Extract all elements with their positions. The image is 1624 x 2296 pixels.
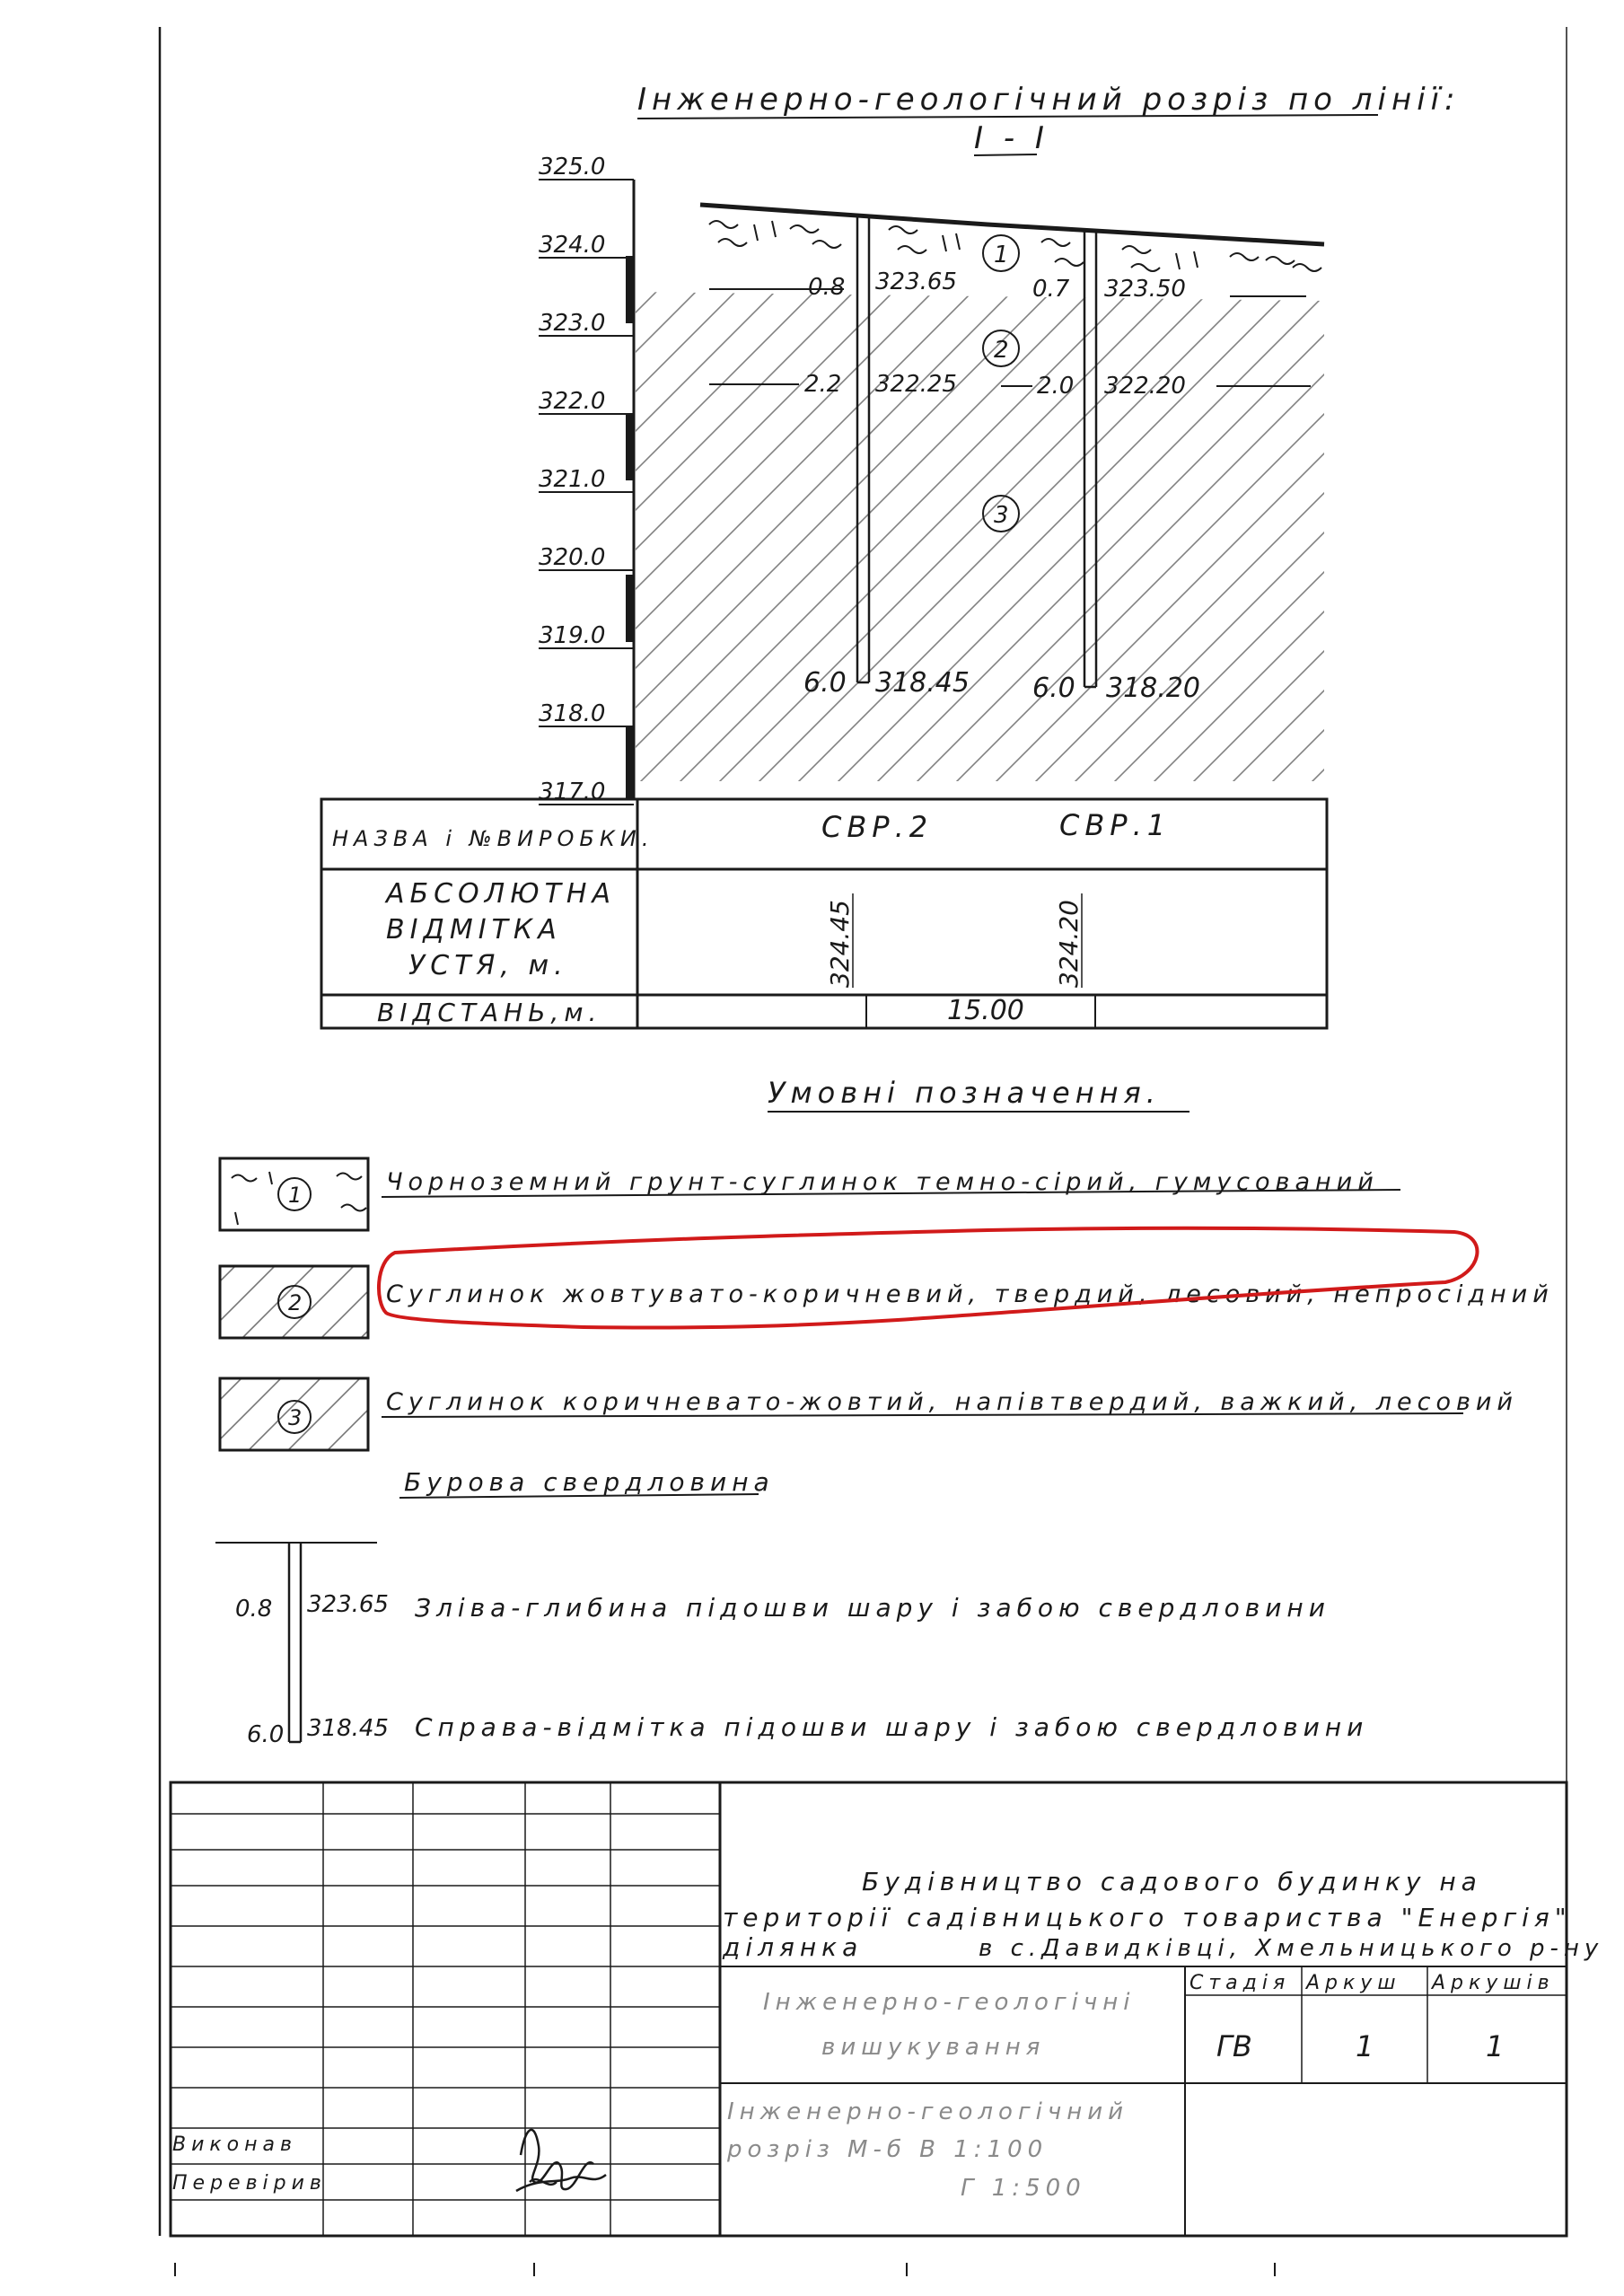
section-table xyxy=(321,799,1327,1028)
binder-marks xyxy=(175,2263,1275,2276)
scale-bar-black-3 xyxy=(626,575,635,642)
svr1-mid-mark: 322.20 xyxy=(1104,373,1186,400)
borehole-legend-title: Бурова свердловина xyxy=(404,1467,775,1497)
svg-text:2: 2 xyxy=(994,337,1009,364)
scale-tick-label: 323.0 xyxy=(539,310,606,337)
bh-legend-mark-top: 323.65 xyxy=(307,1591,389,1618)
legend-title: Умовні позначення. xyxy=(768,1076,1161,1110)
svg-text:2: 2 xyxy=(288,1290,303,1315)
layer-2-region xyxy=(636,292,1324,377)
scale-tick-label: 322.0 xyxy=(539,388,606,415)
section-title: Інженерно-геологічний розріз по лінії: xyxy=(637,82,1461,118)
svr1-top-mark: 323.50 xyxy=(1104,276,1186,303)
legend-item-1 xyxy=(220,1158,1400,1230)
signature xyxy=(516,2130,606,2191)
table-svr2-name: СВР.2 xyxy=(821,810,934,844)
svr2-top-depth: 0.8 xyxy=(808,274,846,301)
bh-legend-depth-bottom: 6.0 xyxy=(247,1721,285,1748)
checked-label: Перевірив xyxy=(172,2172,327,2195)
svg-text:1: 1 xyxy=(288,1183,303,1208)
svg-text:3: 3 xyxy=(994,502,1009,529)
table-row2-label-2: ВІДМІТКА xyxy=(386,914,562,946)
legend-item-1-text: Чорноземний грунт-суглинок темно-сірий, гумусований xyxy=(386,1168,1379,1196)
stage-value: ГВ xyxy=(1216,2029,1252,2063)
svr2-mid-depth: 2.2 xyxy=(804,371,842,398)
work-line-1: Інженерно-геологічні xyxy=(763,1989,1136,2016)
bh-legend-left-text: Зліва-глибина підошви шару і забою свердловини xyxy=(415,1593,1330,1623)
drawing-line-3: Г 1:500 xyxy=(961,2175,1086,2202)
svr2-bottom-depth: 6.0 xyxy=(803,667,847,699)
layer-3-region xyxy=(636,377,1324,781)
legend-item-3 xyxy=(220,1378,1518,1450)
col-sheet: Аркуш xyxy=(1306,1972,1401,1994)
table-row1-label: НАЗВА і №ВИРОБКИ. xyxy=(332,826,654,851)
legend-item-2 xyxy=(220,1228,1554,1338)
bh-legend-right-text: Справа-відмітка підошви шару і забою свердловини xyxy=(415,1712,1369,1742)
bh-legend-depth-top: 0.8 xyxy=(235,1596,273,1623)
table-distance: 15.00 xyxy=(947,995,1024,1026)
legend-item-2-text: Суглинок жовтувато-коричневий, твердий, лесовий, непросідний xyxy=(386,1280,1554,1308)
table-svr2-mark: 324.45 xyxy=(825,900,855,988)
project-line-1: Будівництво садового будинку на xyxy=(862,1867,1482,1896)
svr1-bottom-depth: 6.0 xyxy=(1032,673,1075,704)
scale-tick-label: 324.0 xyxy=(539,232,606,259)
scale-bar-black-4 xyxy=(626,727,635,799)
svr1-bottom-mark: 318.20 xyxy=(1106,673,1200,704)
table-svr1-mark: 324.20 xyxy=(1054,900,1084,988)
scale-tick-label: 319.0 xyxy=(539,622,606,649)
scale-tick-label: 325.0 xyxy=(539,154,606,180)
project-line-3b: в с.Давидківці, Хмельницького р-ну xyxy=(979,1935,1604,1962)
svr2-top-mark: 323.65 xyxy=(875,268,957,295)
performed-label: Виконав xyxy=(172,2133,297,2156)
svr2-bottom-mark: 318.45 xyxy=(875,667,970,699)
title-block xyxy=(171,1782,1603,2236)
cross-section xyxy=(636,205,1324,781)
svr1-top-depth: 0.7 xyxy=(1032,276,1070,303)
svg-text:3: 3 xyxy=(288,1405,303,1430)
table-row2-label-3: УСТЯ, м. xyxy=(408,950,568,981)
drawing-line-2: розріз М-б В 1:100 xyxy=(727,2136,1049,2163)
project-line-3a: ділянка xyxy=(723,1932,864,1962)
legend xyxy=(215,1076,1554,1748)
table-row2-label-1: АБСОЛЮТНА xyxy=(386,878,617,910)
drawing-line-1: Інженерно-геологічний xyxy=(727,2098,1129,2125)
scale-tick-label: 318.0 xyxy=(539,700,606,727)
svg-text:1: 1 xyxy=(994,242,1009,268)
svr2-mid-mark: 322.25 xyxy=(875,371,957,398)
project-line-2: території садівницького товариства "Енергія" xyxy=(723,1903,1572,1932)
section-line-label: І - І xyxy=(974,120,1049,156)
svr1-mid-depth: 2.0 xyxy=(1037,373,1075,400)
section-line-underline xyxy=(974,154,1037,155)
borehole-legend-symbol xyxy=(215,1543,389,1748)
sheets-value: 1 xyxy=(1486,2029,1505,2063)
legend-item-3-text: Суглинок коричневато-жовтий, напівтвердий, важкий, лесовий xyxy=(386,1388,1518,1416)
work-line-2: вишукування xyxy=(821,2034,1046,2061)
scale-tick-label: 321.0 xyxy=(539,466,606,493)
highlight-outline xyxy=(379,1228,1477,1328)
scale-tick-label: 320.0 xyxy=(539,544,606,571)
sheet-value: 1 xyxy=(1356,2029,1374,2063)
table-svr1-name: СВР.1 xyxy=(1059,808,1172,842)
elevation-scale xyxy=(539,154,635,805)
col-stage: Стадія xyxy=(1189,1972,1291,1994)
scale-bar-black-2 xyxy=(626,413,635,480)
col-sheets: Аркушів xyxy=(1432,1972,1555,1994)
scale-tick-label: 317.0 xyxy=(539,779,606,805)
bh-legend-mark-bottom: 318.45 xyxy=(307,1715,389,1742)
scale-bar-black-1 xyxy=(626,256,635,323)
layer-1-label xyxy=(983,235,1019,271)
table-row3-label: ВІДСТАНЬ,м. xyxy=(377,998,602,1027)
